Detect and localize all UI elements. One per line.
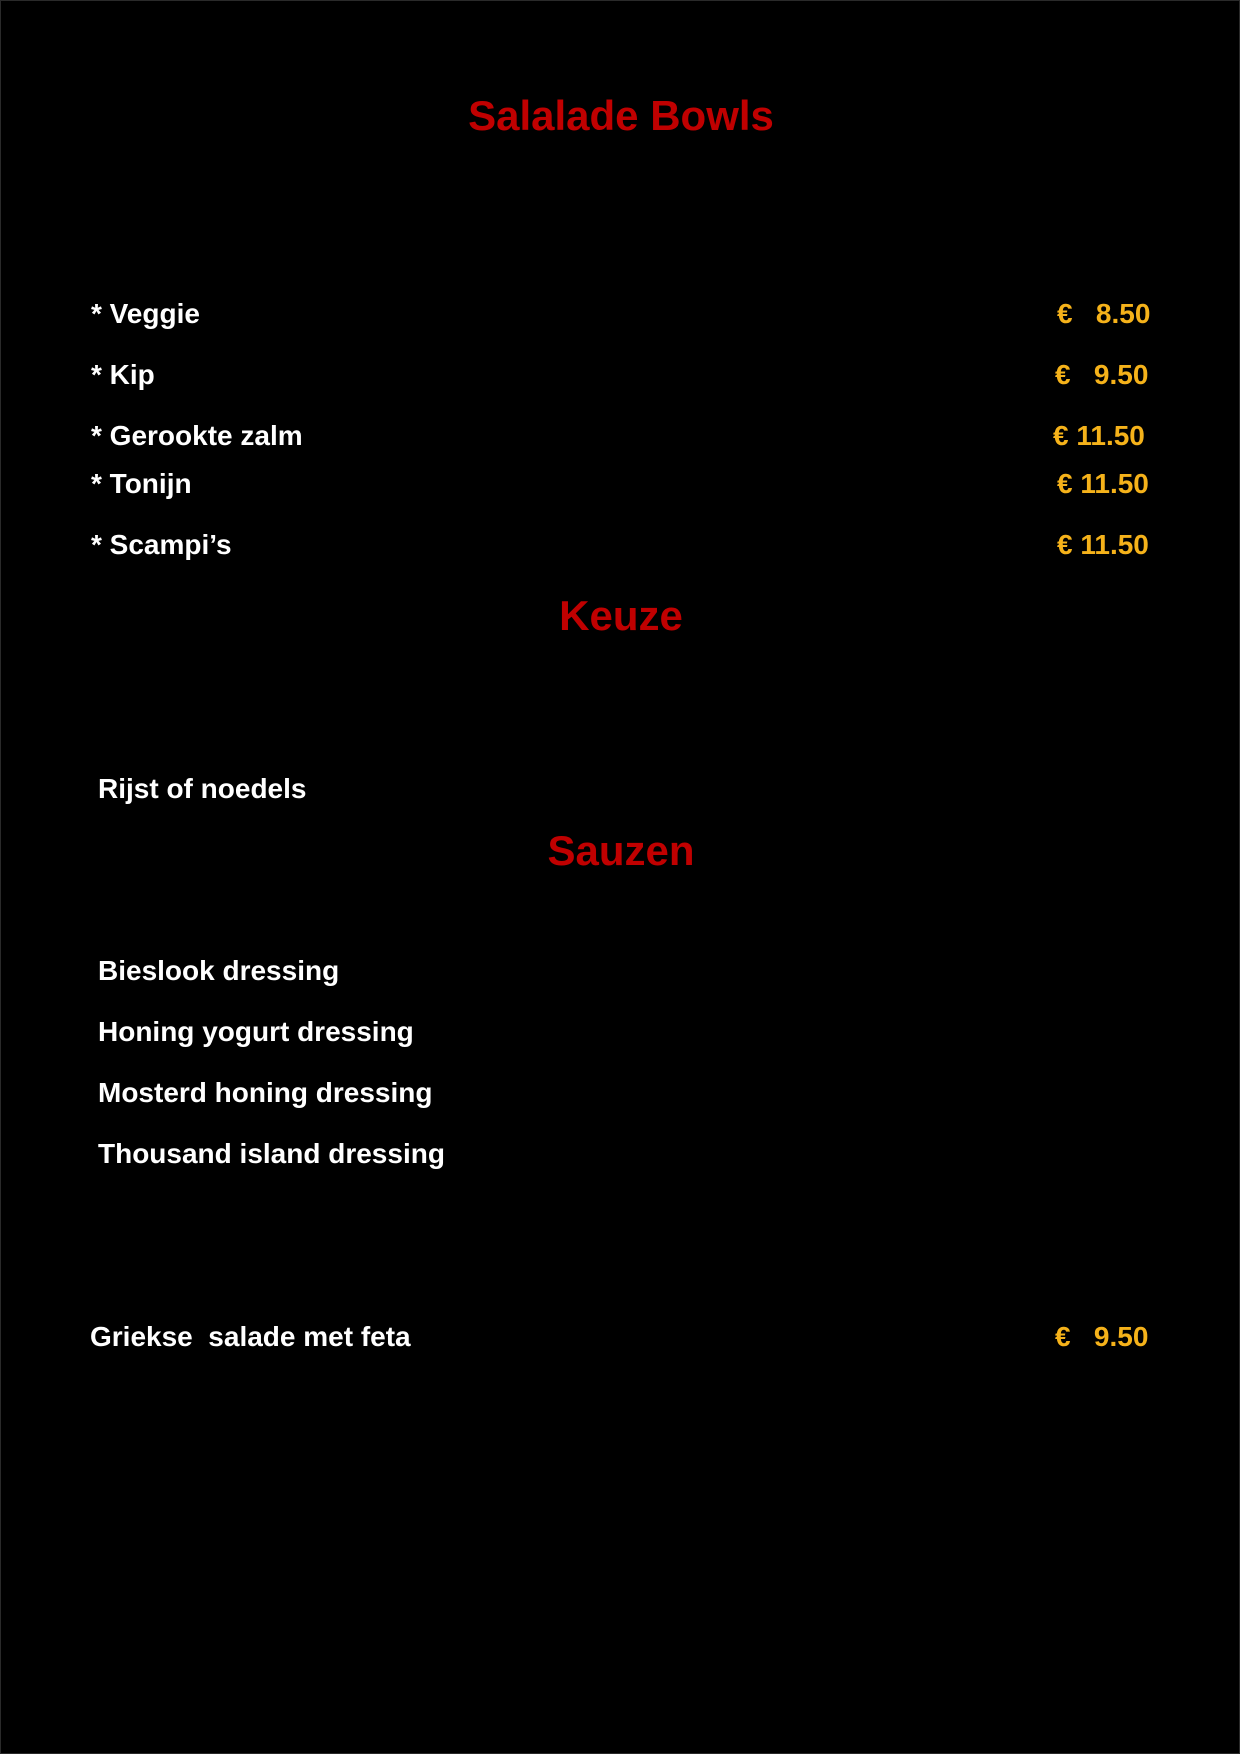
item-price: € 8.50 [1057,298,1151,329]
menu-item-gerookte-zalm [1,418,1240,454]
menu-item-kip [1,357,1240,393]
sauce-item: Thousand island dressing [98,1138,445,1169]
sauce-item: Honing yogurt dressing [98,1016,414,1047]
item-name: Griekse salade met feta [90,1321,411,1352]
section-title-keuze: Keuze [559,592,683,639]
item-price: € 9.50 [1055,1321,1149,1352]
item-price: € 9.50 [1055,359,1149,390]
item-price: € 11.50 [1057,468,1149,499]
item-name: * Gerookte zalm [91,420,303,451]
page-title: Salalade Bowls [468,92,774,139]
section-title-sauzen: Sauzen [547,827,695,874]
item-name: * Kip [91,359,155,390]
sauce-item: Mosterd honing dressing [98,1077,433,1108]
item-price: € 11.50 [1057,529,1149,560]
menu-item-scampis [1,527,1240,563]
item-name: * Tonijn [91,468,192,499]
menu-item-griekse-salade [1,1319,1240,1355]
item-name: * Scampi’s [91,529,232,560]
sauce-item: Bieslook dressing [98,955,340,986]
item-name: * Veggie [91,298,200,329]
keuze-option: Rijst of noedels [98,773,307,804]
item-price: € 11.50 [1053,420,1145,451]
menu-item-tonijn [1,466,1240,502]
menu-item-veggie [1,296,1240,332]
